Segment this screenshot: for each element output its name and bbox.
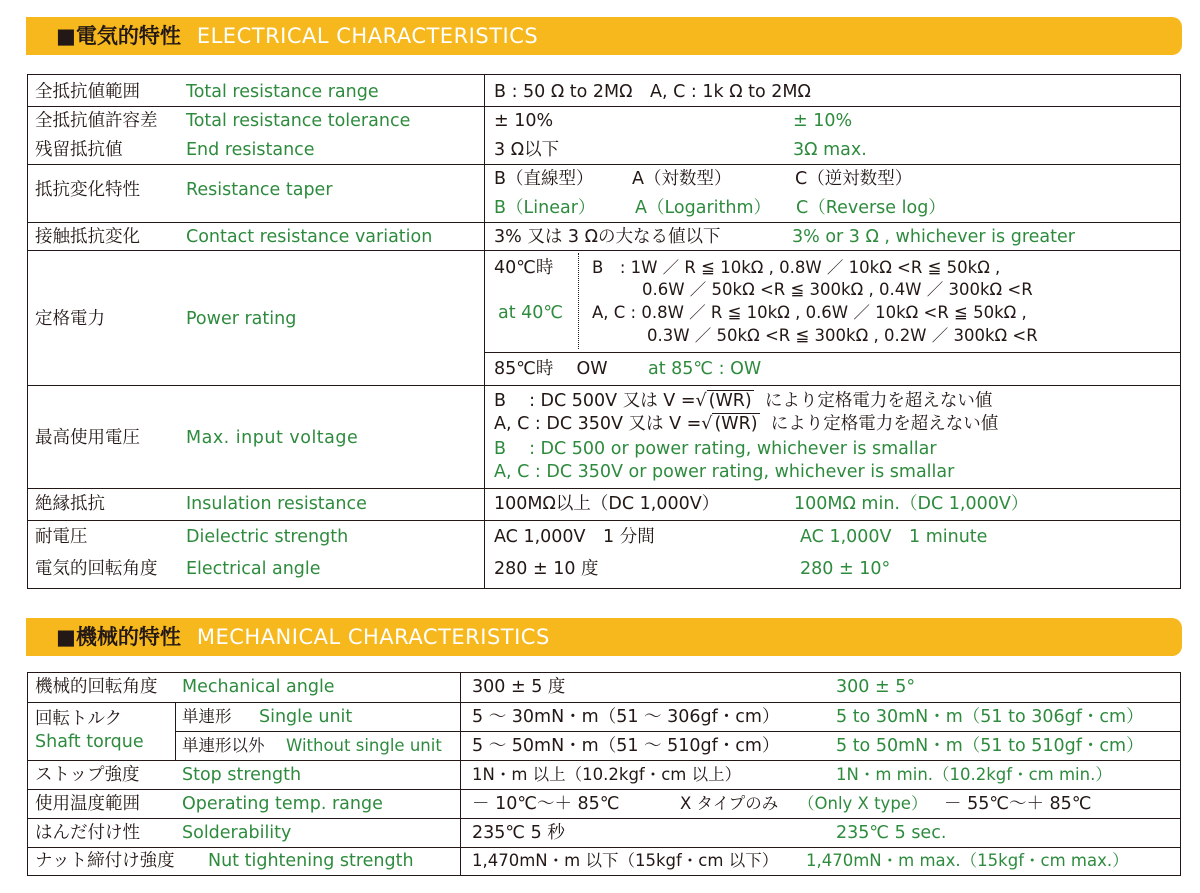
- voltage-ac-jp-post: により定格電力を超えない値: [770, 414, 999, 434]
- voltage-b-jp-post: により定格電力を超えない値: [764, 391, 993, 411]
- end-res-label-jp: 残留抵抗値: [35, 140, 123, 160]
- total-range-label-en: Total resistance range: [186, 82, 379, 102]
- voltage-b-jp: [494, 390, 992, 412]
- power-b-line1: B : 1W ／ R ≦ 10kΩ , 0.8W ／ 10kΩ <R ≦ 50kΩ ,: [592, 258, 1001, 277]
- mechanical-header: [56, 618, 550, 656]
- end-res-value-en: 3Ω max.: [793, 140, 867, 160]
- dielectric-label-en: Dielectric strength: [186, 527, 349, 547]
- table-rule: [27, 222, 1181, 223]
- torque-label-jp: 回転トルク: [35, 709, 123, 729]
- table-rule: [27, 789, 1181, 790]
- stop-label-en: Stop strength: [182, 765, 302, 785]
- power-ac-line1: A, C : 0.8W ／ R ≦ 10kΩ , 0.6W ／ 10kΩ <R ≦ 50kΩ ,: [592, 303, 1027, 322]
- contact-value-en: 3% or 3 Ω , whichever is greater: [792, 227, 1075, 247]
- table-rule: [27, 520, 1181, 521]
- voltage-ac-jp-pre: A, C : DC 350V 又は V =: [494, 414, 702, 434]
- taper-a-en: A（Logarithm）: [635, 198, 772, 218]
- table-rule: [27, 106, 1181, 107]
- taper-b-jp: B（直線型）: [494, 169, 594, 189]
- torque-single-en: Single unit: [259, 707, 353, 727]
- end-res-value-jp: 3 Ω以下: [494, 140, 560, 160]
- nut-label-en: Nut tightening strength: [208, 851, 414, 871]
- voltage-b-jp-pre: B : DC 500V 又は V =: [494, 391, 696, 411]
- table-rule: [27, 847, 1181, 848]
- solder-value-en: 235℃ 5 sec.: [836, 823, 947, 843]
- voltage-b-en: B : DC 500 or power rating, whichever is smallar: [494, 439, 937, 459]
- table-rule: [175, 731, 1181, 732]
- tolerance-label-en: Total resistance tolerance: [186, 111, 411, 131]
- total-range-value: B : 50 Ω to 2MΩ A, C : 1k Ω to 2MΩ: [494, 82, 811, 102]
- insulation-label-jp: 絶縁抵抗: [35, 494, 105, 514]
- mech-angle-value-en: 300 ± 5°: [836, 677, 916, 697]
- total-range-label-jp: 全抵抗値範囲: [35, 82, 140, 102]
- elec-angle-label-en: Electrical angle: [186, 559, 321, 579]
- taper-c-en: C（Reverse log）: [796, 198, 946, 218]
- nut-value-jp: 1,470mN・m 以下（15kgf・cm 以下）: [472, 851, 779, 870]
- mechanical-header-jp: ■機械的特性: [56, 625, 181, 649]
- taper-b-en: B（Linear）: [494, 198, 596, 218]
- stop-value-jp: 1N・m 以上（10.2kgf・cm 以上）: [472, 765, 742, 784]
- sqrt-sign-1: √: [695, 391, 707, 411]
- electrical-header-en: ELECTRICAL CHARACTERISTICS: [196, 24, 539, 48]
- power-85-jp: 85℃時 OW: [494, 359, 608, 379]
- solder-label-jp: はんだ付け性: [35, 823, 140, 843]
- electrical-header-jp: ■電気的特性: [56, 24, 181, 48]
- table-rule: [27, 385, 1181, 386]
- power-label-jp: 定格電力: [35, 309, 105, 329]
- table-rule: [27, 488, 1181, 489]
- electrical-header: [56, 17, 538, 55]
- temp-x-value: － 55℃～＋ 85℃: [944, 794, 1092, 814]
- voltage-ac-sqrt: (WR): [714, 414, 758, 434]
- end-res-label-en: End resistance: [186, 140, 315, 160]
- voltage-ac-jp: [494, 413, 998, 435]
- power-ac-line2: 0.3W ／ 50kΩ <R ≦ 300kΩ , 0.2W ／ 300kΩ <R: [647, 326, 1038, 345]
- insulation-value-jp: 100MΩ以上（DC 1,000V）: [494, 494, 720, 514]
- mechanical-header-en: MECHANICAL CHARACTERISTICS: [196, 625, 550, 649]
- temp-x-jp: X タイプのみ: [680, 794, 779, 813]
- torque-single-jp: 単連形: [182, 707, 232, 726]
- tolerance-label-jp: 全抵抗値許容差: [35, 111, 158, 131]
- voltage-ac-en: A, C : DC 350V or power rating, whichever is smallar: [494, 462, 955, 482]
- voltage-label-jp: 最高使用電圧: [35, 428, 140, 448]
- elec-angle-value-en: 280 ± 10°: [800, 559, 891, 579]
- mech-angle-value-jp: 300 ± 5 度: [472, 677, 566, 697]
- table-rule: [27, 760, 1181, 761]
- torque-multi-value-jp: 5 ～ 50mN・m（51 ～ 510gf・cm）: [472, 736, 780, 756]
- temp-label-jp: 使用温度範囲: [35, 794, 140, 814]
- tolerance-value-jp: ± 10%: [494, 111, 554, 131]
- torque-label-en: Shaft torque: [35, 732, 144, 752]
- mechanical-header-band: [26, 618, 1182, 656]
- taper-label-en: Resistance taper: [186, 180, 333, 200]
- temp-x-en: （Only X type）: [798, 794, 928, 813]
- table-rule: [27, 818, 1181, 819]
- nut-value-en: 1,470mN・m max.（15kgf・cm max.）: [806, 851, 1129, 870]
- power-85-en: at 85℃ : OW: [648, 359, 762, 379]
- electrical-header-band: [26, 17, 1182, 55]
- power-40-jp: 40℃時: [494, 258, 554, 278]
- mech-angle-label-en: Mechanical angle: [182, 677, 335, 697]
- nut-label-jp: ナット締付け強度: [35, 851, 175, 871]
- taper-a-jp: A（対数型）: [632, 169, 732, 189]
- temp-value: － 10℃～＋ 85℃: [472, 794, 620, 814]
- stop-label-jp: ストップ強度: [35, 765, 140, 785]
- voltage-label-en: Max. input voltage: [186, 428, 359, 448]
- stop-value-en: 1N・m min.（10.2kgf・cm min.）: [836, 765, 1112, 784]
- contact-value-jp: 3% 又は 3 Ωの大なる値以下: [494, 227, 721, 247]
- taper-c-jp: C（逆対数型）: [795, 169, 913, 189]
- torque-multi-jp: 単連形以外: [182, 736, 265, 755]
- torque-multi-value-en: 5 to 50mN・m（51 to 510gf・cm）: [836, 736, 1144, 756]
- contact-label-en: Contact resistance variation: [186, 227, 433, 247]
- torque-single-value-jp: 5 ～ 30mN・m（51 ～ 306gf・cm）: [472, 707, 780, 727]
- temp-label-en: Operating temp. range: [182, 794, 383, 814]
- torque-multi-en: Without single unit: [286, 736, 442, 755]
- insulation-value-en: 100MΩ min.（DC 1,000V）: [794, 494, 1029, 514]
- table-rule: [578, 253, 579, 349]
- table-rule: [27, 250, 1181, 251]
- mech-angle-label-jp: 機械的回転角度: [35, 677, 158, 697]
- table-rule: [27, 702, 1181, 703]
- power-label-en: Power rating: [186, 309, 297, 329]
- solder-value-jp: 235℃ 5 秒: [472, 823, 565, 843]
- torque-single-value-en: 5 to 30mN・m（51 to 306gf・cm）: [836, 707, 1144, 727]
- taper-label-jp: 抵抗変化特性: [35, 180, 140, 200]
- table-rule: [484, 74, 485, 589]
- power-b-line2: 0.6W ／ 50kΩ <R ≦ 300kΩ , 0.4W ／ 300kΩ <R: [642, 280, 1033, 299]
- table-rule: [484, 352, 1181, 353]
- dielectric-label-jp: 耐電圧: [35, 527, 88, 547]
- tolerance-value-en: ± 10%: [793, 111, 853, 131]
- voltage-b-sqrt: (WR): [708, 391, 752, 411]
- power-40-en: at 40℃: [498, 303, 564, 323]
- elec-angle-value-jp: 280 ± 10 度: [494, 559, 599, 579]
- solder-label-en: Solderability: [182, 823, 292, 843]
- dielectric-value-en: AC 1,000V 1 minute: [800, 527, 988, 547]
- insulation-label-en: Insulation resistance: [186, 494, 367, 514]
- elec-angle-label-jp: 電気的回転角度: [35, 559, 158, 579]
- dielectric-value-jp: AC 1,000V 1 分間: [494, 527, 655, 547]
- table-rule: [27, 164, 1181, 165]
- sqrt-sign-2: √: [701, 414, 713, 434]
- contact-label-jp: 接触抵抗変化: [35, 227, 140, 247]
